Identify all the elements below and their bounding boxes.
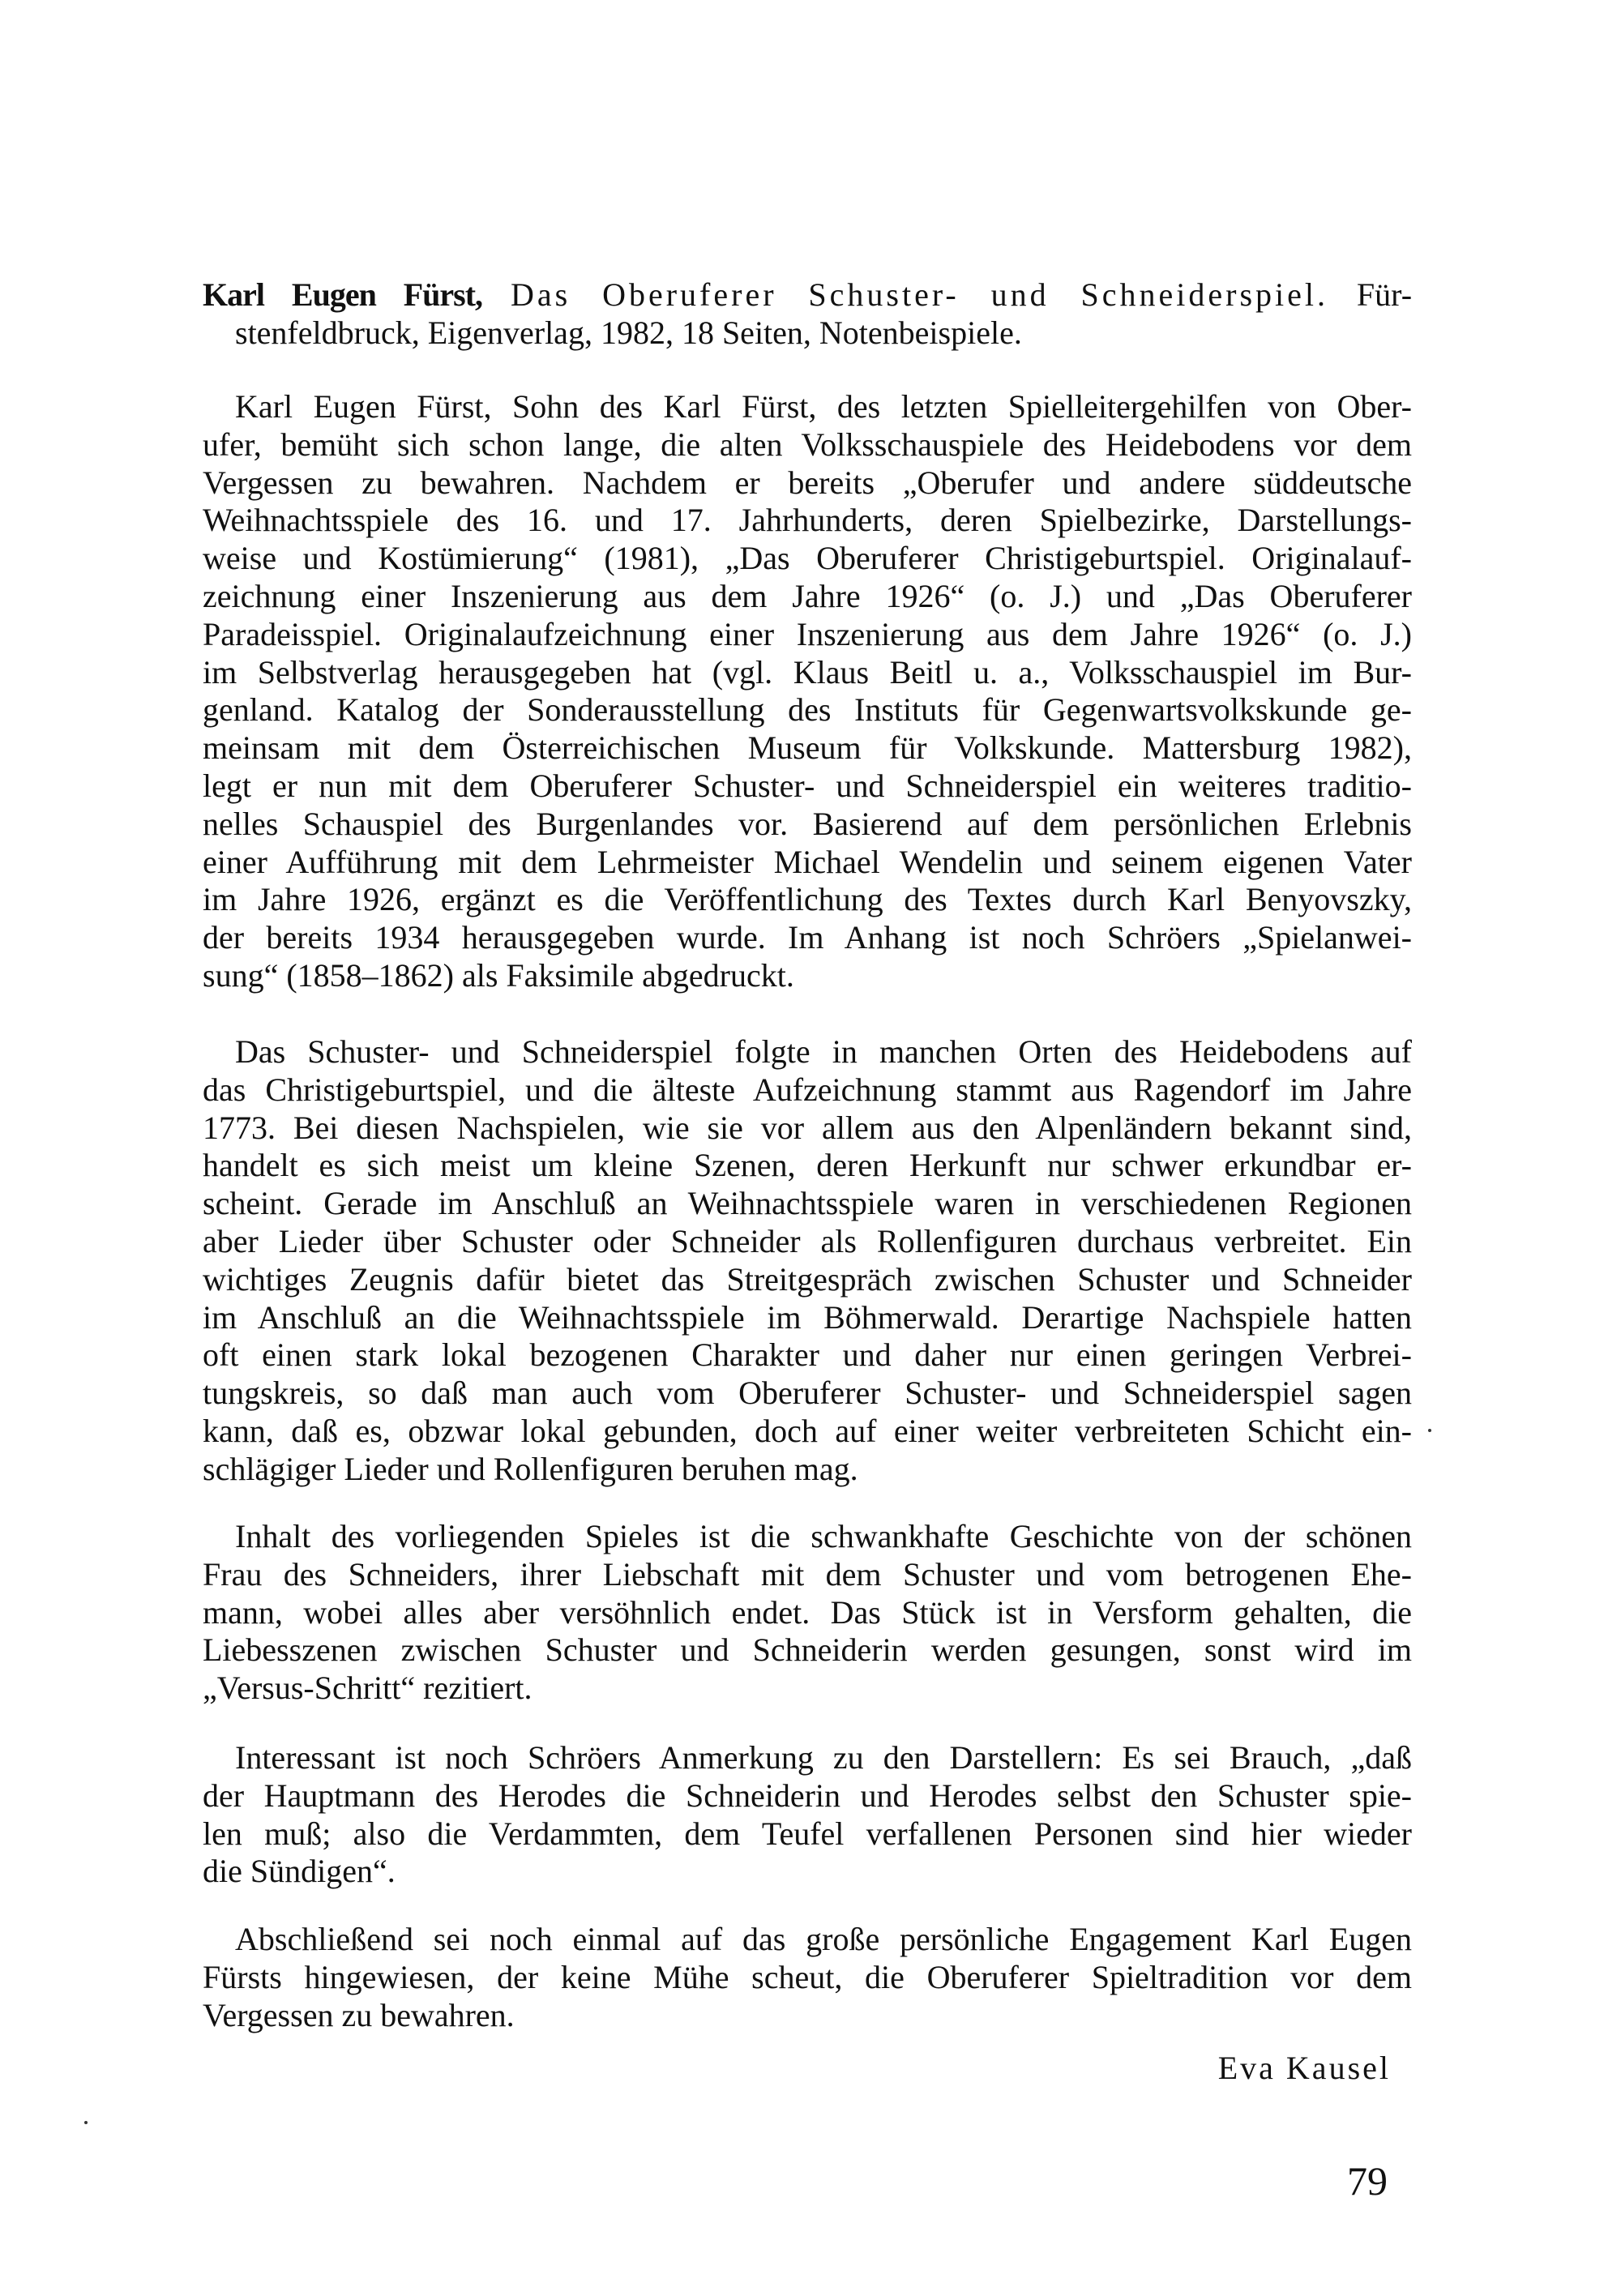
text-line: mann, wobei alles aber versöhnlich endet. Das Stück ist in Versform gehalten, die: [203, 1593, 1412, 1631]
text-line: scheint. Gerade im Anschluß an Weihnachtsspiele waren in verschiedenen Regionen: [203, 1185, 1412, 1222]
paragraph-3: [203, 1518, 1412, 1708]
text-line: Inhalt des vorliegenden Spieles ist die schwankhafte Geschichte von der schönen: [235, 1518, 1412, 1554]
text-line: Paradeisspiel. Originalaufzeichnung einer Inszenierung aus dem Jahre 1926“ (o. J.): [203, 615, 1412, 652]
text-line: einer Aufführung mit dem Lehrmeister Michael Wendelin und seinem eigenen Vater: [203, 843, 1412, 880]
text-line: zeichnung einer Inszenierung aus dem Jahre 1926“ (o. J.) und „Das Oberuferer: [203, 577, 1412, 614]
paragraph-4: [203, 1739, 1412, 1891]
text-line: Abschließend sei noch einmal auf das große persönliche Engagement Karl Eugen: [235, 1921, 1412, 1957]
text-line: Vergessen zu bewahren.: [203, 1996, 515, 2033]
text-line: „Versus-Schritt“ rezitiert.: [203, 1670, 532, 1707]
text-line: Das Schuster- und Schneiderspiel folgte in manchen Orten des Heidebodens auf: [235, 1033, 1412, 1070]
text-line: tungskreis, so daß man auch vom Oberuferer Schuster- und Schneiderspiel sagen: [203, 1375, 1412, 1412]
scan-speck: [1428, 1429, 1431, 1432]
text-line: handelt es sich meist um kleine Szenen, deren Herkunft nur schwer erkundbar er-: [203, 1147, 1412, 1184]
paragraph-1: [203, 388, 1412, 995]
text-line: ufer, bemüht sich schon lange, die alten Volksschauspiele des Heidebodens vor dem: [203, 425, 1412, 463]
review-heading-line-1: [203, 276, 1412, 314]
text-line: Weihnachtsspiele des 16. und 17. Jahrhunderts, deren Spielbezirke, Darstellungs-: [203, 502, 1412, 539]
text-line: genland. Katalog der Sonderausstellung des Instituts für Gegenwartsvolkskunde ge-: [203, 691, 1412, 729]
book-title: Das Oberuferer Schuster- und Schneiderspiel.: [510, 276, 1328, 313]
text-line: im Jahre 1926, ergänzt es die Veröffentlichung des Textes durch Karl Benyovszky,: [203, 881, 1412, 918]
book-title-end: Für-: [1356, 276, 1413, 313]
text-line: die Sündigen“.: [203, 1853, 396, 1890]
text-line: nelles Schauspiel des Burgenlandes vor. Basierend auf dem persönlichen Erlebnis: [203, 805, 1412, 842]
text-line: Interessant ist noch Schröers Anmerkung zu den Darstellern: Es sei Brauch, „daß: [235, 1739, 1412, 1776]
text-line: Vergessen zu bewahren. Nachdem er bereits „Oberufer und andere süddeutsche: [203, 464, 1412, 501]
text-line: im Anschluß an die Weihnachtsspiele im Böhmerwald. Derartige Nachspiele hatten: [203, 1298, 1412, 1336]
paragraph-2: [203, 1033, 1412, 1489]
text-line: der bereits 1934 herausgegeben wurde. Im Anhang ist noch Schröers „Spielanwei-: [203, 919, 1412, 956]
reviewer-signature: Eva Kausel: [1217, 2050, 1391, 2086]
text-line: 1773. Bei diesen Nachspielen, wie sie vor allem aus den Alpenländern bekannt sind,: [203, 1109, 1412, 1146]
paragraph-5: [203, 1921, 1412, 2034]
text-line: legt er nun mit dem Oberuferer Schuster- und Schneiderspiel ein weiteres traditio-: [203, 767, 1412, 804]
text-line: len muß; also die Verdammten, dem Teufel verfallenen Personen sind hier wieder: [203, 1815, 1412, 1852]
text-line: oft einen stark lokal bezogenen Charakter und daher nur einen geringen Verbrei-: [203, 1336, 1412, 1374]
scan-speck: [84, 2121, 88, 2124]
text-line: weise und Kostümierung“ (1981), „Das Oberuferer Christigeburtspiel. Originalauf-: [203, 540, 1412, 577]
text-line: kann, daß es, obzwar lokal gebunden, doch auf einer weiter verbreiteten Schicht ein-: [203, 1412, 1412, 1449]
text-line: das Christigeburtspiel, und die älteste Aufzeichnung stammt aus Ragendorf im Jahre: [203, 1071, 1412, 1108]
text-line: der Hauptmann des Herodes die Schneiderin und Herodes selbst den Schuster spie-: [203, 1777, 1412, 1814]
text-line: schlägiger Lieder und Rollenfiguren beruhen mag.: [203, 1450, 858, 1487]
text-line: im Selbstverlag herausgegeben hat (vgl. Klaus Beitl u. a., Volksschauspiel im Bur-: [203, 653, 1412, 691]
text-line: wichtiges Zeugnis dafür bietet das Streitgespräch zwischen Schuster und Schneider: [203, 1260, 1412, 1298]
text-line: meinsam mit dem Österreichischen Museum für Volkskunde. Mattersburg 1982),: [203, 729, 1412, 767]
review-heading: [203, 276, 1412, 353]
page-number: 79: [1347, 2158, 1388, 2204]
review-heading-line-2: stenfeldbruck, Eigenverlag, 1982, 18 Seiten, Notenbeispiele.: [235, 314, 1022, 351]
book-author: Karl Eugen Fürst,: [203, 276, 483, 313]
text-line: sung“ (1858–1862) als Faksimile abgedruckt.: [203, 956, 794, 994]
text-line: Frau des Schneiders, ihrer Liebschaft mit dem Schuster und vom betrogenen Ehe-: [203, 1555, 1412, 1593]
text-line: Karl Eugen Fürst, Sohn des Karl Fürst, des letzten Spielleitergehilfen von Ober-: [235, 388, 1412, 425]
text-line: Liebesszenen zwischen Schuster und Schneiderin werden gesungen, sonst wird im: [203, 1631, 1412, 1669]
text-line: aber Lieder über Schuster oder Schneider als Rollenfiguren durchaus verbreitet. Ein: [203, 1222, 1412, 1259]
text-line: Fürsts hingewiesen, der keine Mühe scheut, die Oberuferer Spieltradition vor dem: [203, 1958, 1412, 1995]
